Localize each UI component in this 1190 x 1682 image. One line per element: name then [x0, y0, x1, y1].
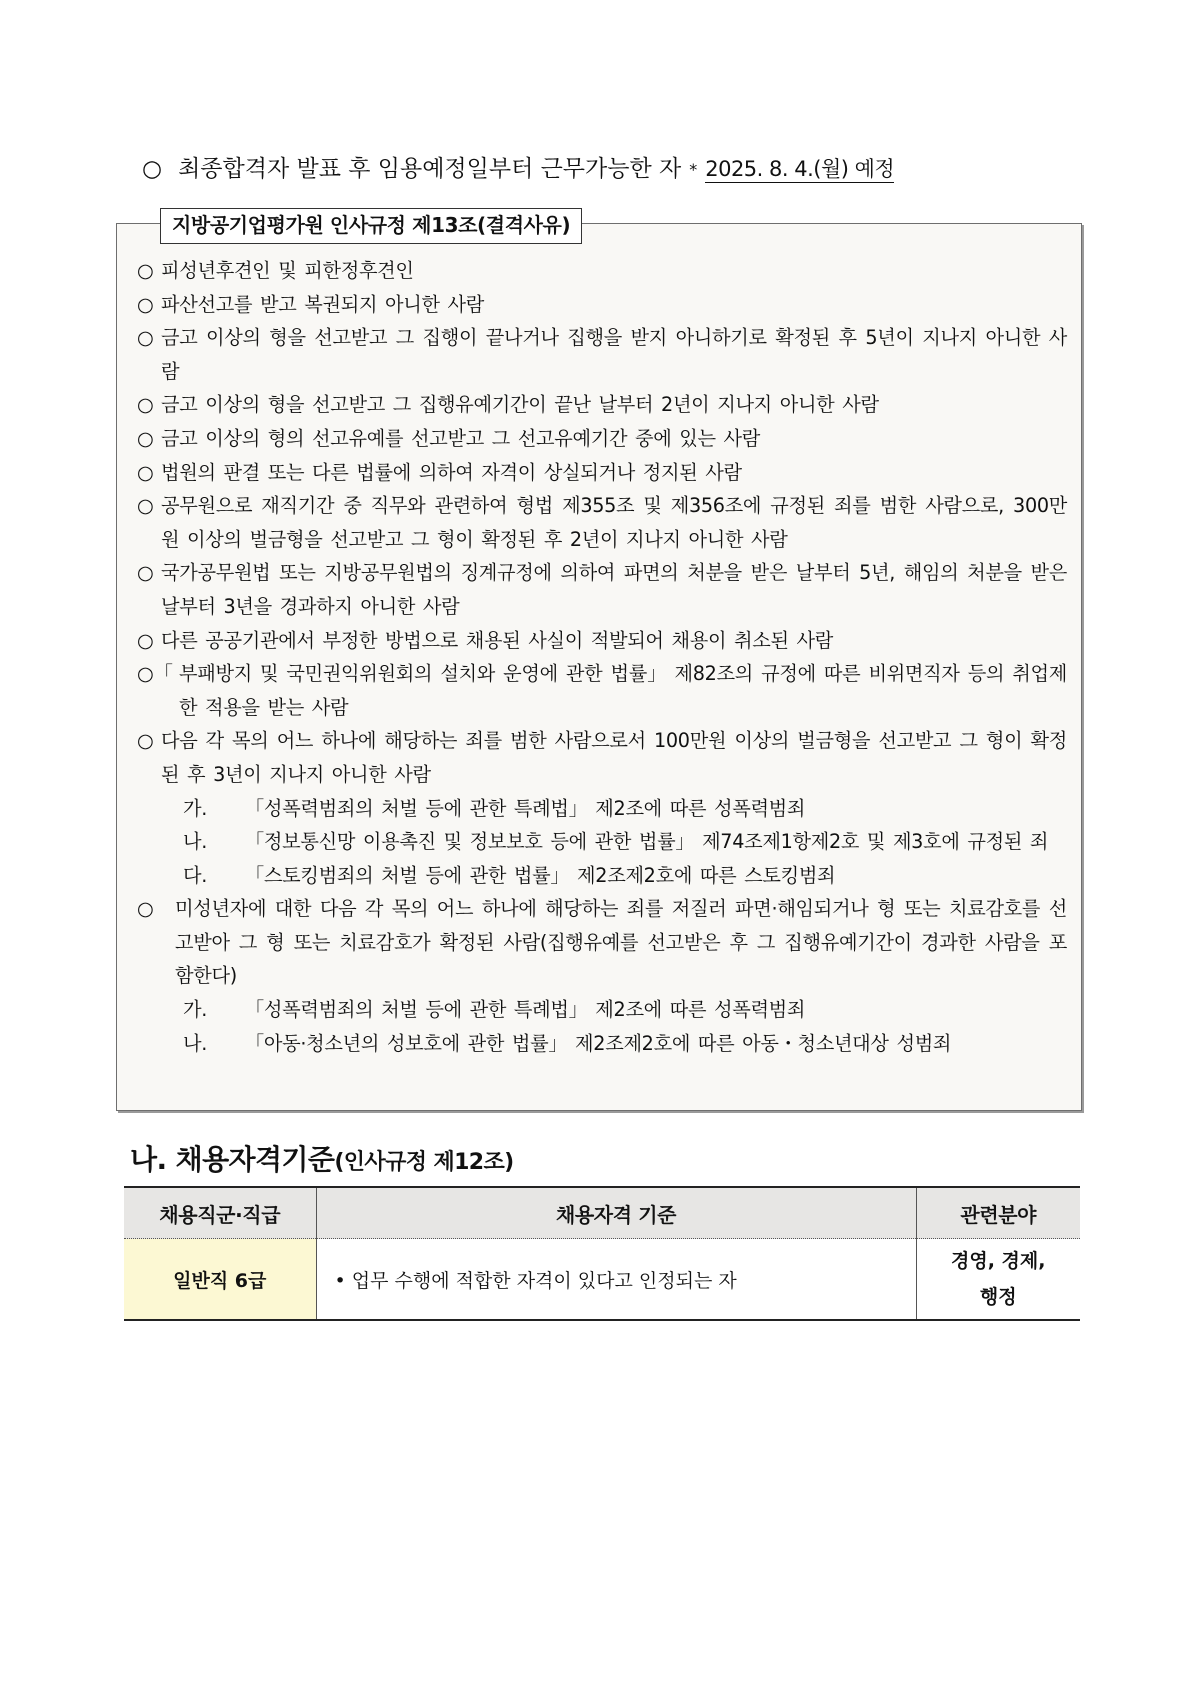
sub-item-mark: 가. [183, 998, 208, 1022]
list-item [137, 288, 1067, 322]
final-candidate-requirement [142, 152, 1062, 186]
table-header-row [124, 1187, 1080, 1239]
column-header-criteria: 채용자격 기준 [316, 1187, 916, 1239]
sub-item [183, 859, 1067, 893]
sub-item-mark: 나. [183, 1031, 208, 1055]
sub-item-text: 「정보통신망 이용촉진 및 정보보호 등에 관한 법률」 제74조제1항제2호 및 제3호에 규정된 죄 [245, 830, 1049, 854]
circle-bullet: ○ [137, 393, 154, 417]
list-item-text: 공무원으로 재직기간 중 직무와 관련하여 형법 제355조 및 제356조에 규정된 죄를 범한 사람으로, 300만원 이상의 벌금형을 선고받고 그 형이 확정된 후 2년이 지나지 아니한 사람 [161, 494, 1067, 551]
list-item [137, 556, 1067, 623]
disqualification-list [137, 254, 1067, 1060]
circle-bullet: ○ [137, 897, 154, 921]
list-item [137, 456, 1067, 490]
field-cell-line: 행정 [979, 1286, 1017, 1308]
sub-item-text: 「성폭력범죄의 처벌 등에 관한 특례법」 제2조에 따른 성폭력범죄 [245, 998, 806, 1022]
circle-bullet: ○ [137, 561, 154, 585]
sub-item-mark: 다. [183, 863, 208, 887]
list-item-text: 부패방지 및 국민권익위원회의 설치와 운영에 관한 법률」 제82조의 규정에 따른 비위면직자 등의 취업제한 적용을 받는 사람 [179, 662, 1067, 719]
list-item-text: 다른 공공기관에서 부정한 방법으로 채용된 사실이 적발되어 채용이 취소된 사람 [161, 628, 833, 652]
appointment-date-note: 2025. 8. 4.(월) 예정 [705, 157, 895, 181]
asterisk-mark: * [689, 160, 698, 179]
criteria-cell: • 업무 수행에 적합한 자격이 있다고 인정되는 자 [316, 1239, 916, 1321]
list-item [137, 724, 1067, 892]
circle-bullet: ○「 [137, 662, 173, 686]
list-item-text: 금고 이상의 형을 선고받고 그 집행유예기간이 끝난 날부터 2년이 지나지 아니한 사람 [161, 393, 879, 417]
sub-item [183, 825, 1067, 859]
list-item [137, 624, 1067, 658]
circle-bullet: ○ [137, 628, 154, 652]
list-item-text: 국가공무원법 또는 지방공무원법의 징계규정에 의하여 파면의 처분을 받은 날부터 5년, 해임의 처분을 받은 날부터 3년을 경과하지 아니한 사람 [161, 561, 1067, 618]
column-header-field: 관련분야 [916, 1187, 1080, 1239]
circle-bullet: ○ [142, 156, 163, 182]
sub-item [183, 993, 1067, 1027]
list-item-text: 금고 이상의 형의 선고유예를 선고받고 그 선고유예기간 중에 있는 사람 [161, 426, 761, 450]
list-item [137, 321, 1067, 388]
circle-bullet: ○ [137, 460, 154, 484]
field-cell [916, 1239, 1080, 1321]
list-item-text: 금고 이상의 형을 선고받고 그 집행이 끝나거나 집행을 받지 아니하기로 확정된 후 5년이 지나지 아니한 사람 [161, 326, 1067, 383]
sub-item-text: 「스토킹범죄의 처벌 등에 관한 법률」 제2조제2호에 따른 스토킹범죄 [245, 863, 836, 887]
disqualification-box-title: 지방공기업평가원 인사규정 제13조(결격사유) [160, 208, 582, 244]
sub-item-mark: 가. [183, 796, 208, 820]
list-item [137, 388, 1067, 422]
circle-bullet: ○ [137, 426, 154, 450]
sub-item-text: 「아동·청소년의 성보호에 관한 법률」 제2조제2호에 따른 아동・청소년대상 성범죄 [245, 1031, 952, 1055]
table-row [124, 1239, 1080, 1321]
list-item [137, 489, 1067, 556]
list-item-text: 미성년자에 대한 다음 각 목의 어느 하나에 해당하는 죄를 저질러 파면·해임되거나 형 또는 치료감호를 선고받아 그 형 또는 치료감호가 확정된 사람(집행유예를 선고받은 후 그 집행유예기간이 경과한 사람을 포함한다) [175, 897, 1067, 988]
section-heading-text: 나. 채용자격기준 [130, 1143, 335, 1176]
sub-item-text: 「성폭력범죄의 처벌 등에 관한 특례법」 제2조에 따른 성폭력범죄 [245, 796, 806, 820]
circle-bullet: ○ [137, 292, 154, 316]
section-heading [130, 1138, 514, 1182]
list-item-text: 파산선고를 받고 복권되지 아니한 사람 [161, 292, 484, 316]
list-item-text: 법원의 판결 또는 다른 법률에 의하여 자격이 상실되거나 정지된 사람 [161, 460, 742, 484]
qualification-table [124, 1186, 1080, 1321]
list-item-text: 다음 각 목의 어느 하나에 해당하는 죄를 범한 사람으로서 100만원 이상의 벌금형을 선고받고 그 형이 확정된 후 3년이 지나지 아니한 사람 [161, 729, 1067, 786]
circle-bullet: ○ [137, 494, 154, 518]
circle-bullet: ○ [137, 259, 154, 282]
grade-cell: 일반직 6급 [124, 1239, 316, 1321]
column-header-grade: 채용직군·직급 [124, 1187, 316, 1239]
requirement-text: 최종합격자 발표 후 임용예정일부터 근무가능한 자 [178, 156, 682, 182]
circle-bullet: ○ [137, 326, 154, 350]
list-item-text: 피성년후견인 및 피한정후견인 [161, 259, 414, 282]
list-item [137, 657, 1067, 724]
sub-item-mark: 나. [183, 830, 208, 854]
section-heading-reference: (인사규정 제12조) [334, 1150, 514, 1175]
list-item [137, 422, 1067, 456]
circle-bullet: ○ [137, 729, 154, 753]
sub-item [183, 792, 1067, 826]
sub-item [183, 1027, 1067, 1061]
list-item [137, 254, 1067, 288]
list-item [137, 892, 1067, 1060]
field-cell-line: 경영, 경제, [951, 1250, 1046, 1272]
